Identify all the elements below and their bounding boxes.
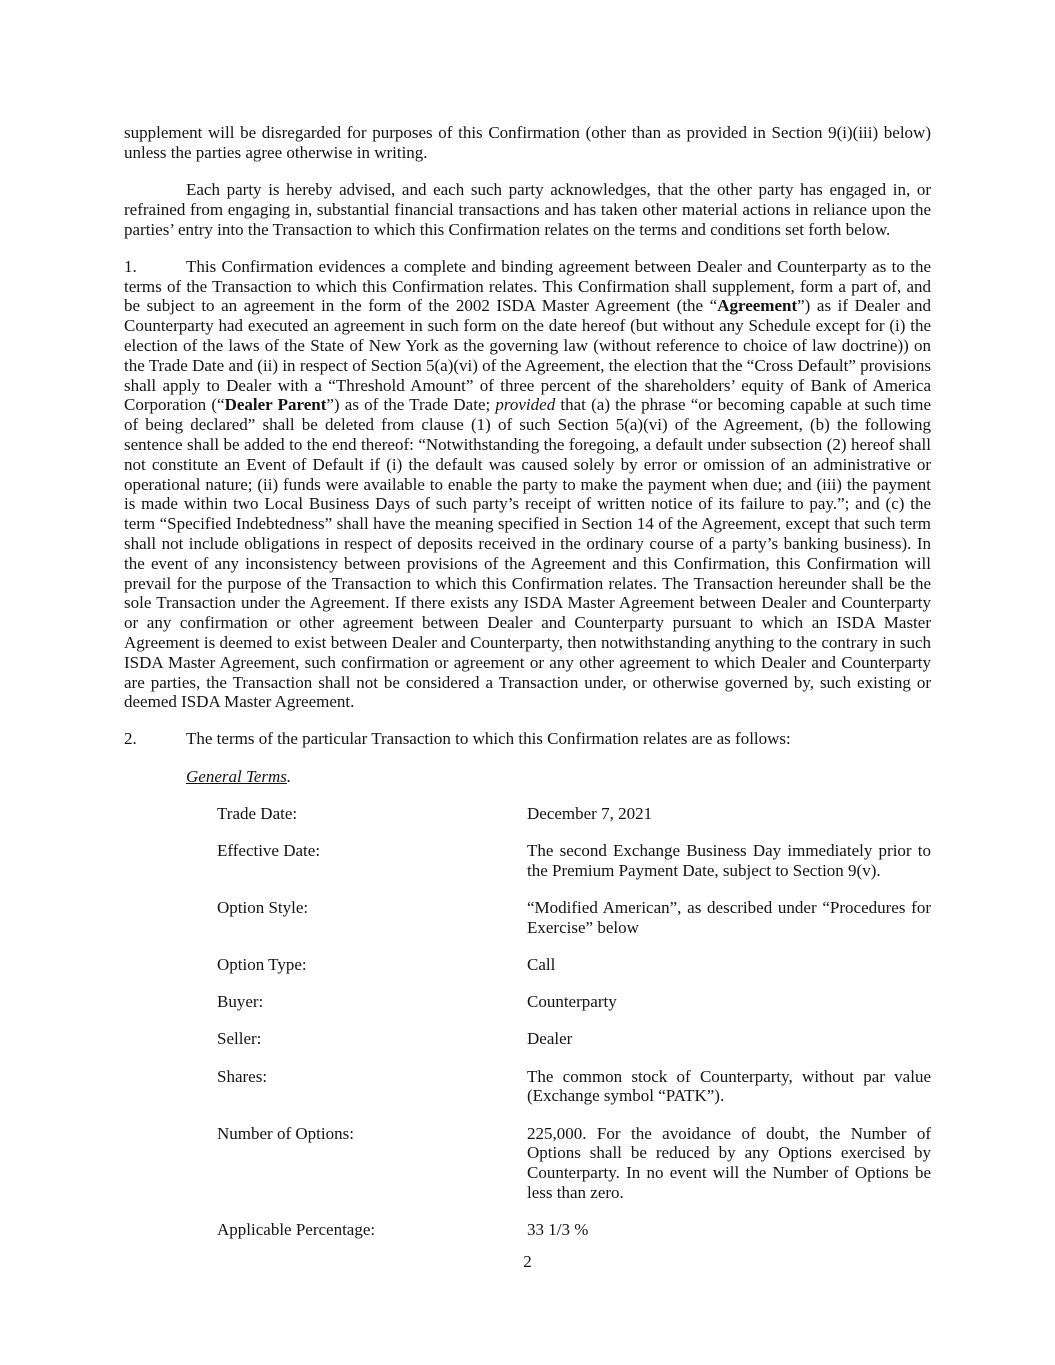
section-2-text: The terms of the particular Transaction to which this Confirmation relates are as follows: bbox=[186, 729, 791, 749]
term-label: Number of Options: bbox=[217, 1123, 354, 1143]
page-number: 2 bbox=[523, 1252, 532, 1271]
term-row-seller bbox=[217, 1029, 931, 1049]
general-terms-heading-punct: . bbox=[286, 766, 292, 786]
term-value: “Modified American”, as described under “Procedures for Exercise” below bbox=[527, 898, 931, 937]
term-label: Buyer: bbox=[217, 992, 264, 1012]
italic-term-provided: provided bbox=[495, 395, 556, 415]
term-row-option-type bbox=[217, 955, 931, 975]
term-label: Applicable Percentage: bbox=[217, 1220, 376, 1240]
term-value: Dealer bbox=[527, 1029, 573, 1049]
term-label: Effective Date: bbox=[217, 841, 321, 861]
term-value: December 7, 2021 bbox=[527, 803, 653, 823]
general-terms-heading bbox=[186, 767, 931, 787]
section-1 bbox=[124, 257, 931, 712]
term-row-option-style bbox=[217, 898, 931, 938]
term-label: Seller: bbox=[217, 1029, 262, 1049]
term-label: Trade Date: bbox=[217, 803, 298, 823]
document-page bbox=[124, 123, 931, 1257]
term-label: Shares: bbox=[217, 1066, 268, 1086]
term-label: Option Style: bbox=[217, 898, 309, 918]
term-value: 33 1/3 % bbox=[527, 1220, 589, 1240]
term-row-applicable-percentage bbox=[217, 1220, 931, 1240]
general-terms-table bbox=[124, 804, 931, 1240]
term-row-buyer bbox=[217, 992, 931, 1012]
section-1-text: ”) as if Dealer and Counterparty had executed an agreement in such form on the date hereof (but without any Schedule except for (i) the election of the laws of the State of New York as the governing law (without reference to choice of law doctrine)) on the Trade Date and (ii) in respect of Section 5(a)(vi) of the Agreement, the election that the “Cross Default” provisions shall apply to Dealer with a “Threshold Amount” of three percent of the shareholders’ equity of Bank of America Corporation (“ bbox=[124, 296, 931, 415]
term-row-trade-date bbox=[217, 804, 931, 824]
general-terms-heading-text: General Terms bbox=[186, 766, 287, 786]
reliance-paragraph: Each party is hereby advised, and each such party acknowledges, that the other party has engaged in, or refrained from engaging in, substantial financial transactions and has taken other material actions in reliance upon the parties’ entry into the Transaction to which this Confirmation relates on the terms and conditions set forth below. bbox=[124, 179, 931, 239]
term-row-number-of-options bbox=[217, 1124, 931, 1203]
term-value: Counterparty bbox=[527, 992, 617, 1012]
term-value: Call bbox=[527, 955, 556, 975]
term-label: Option Type: bbox=[217, 955, 307, 975]
term-value: The second Exchange Business Day immediately prior to the Premium Payment Date, subject to Section 9(v). bbox=[527, 841, 931, 880]
continuation-paragraph: supplement will be disregarded for purposes of this Confirmation (other than as provided in Section 9(i)(iii) below) unless the parties agree otherwise in writing. bbox=[124, 123, 931, 162]
defined-term-dealer-parent: Dealer Parent bbox=[224, 395, 327, 415]
term-value: 225,000. For the avoidance of doubt, the Number of Options shall be reduced by any Options exercised by Counterparty. In no event will the Number of Options be less than zero. bbox=[527, 1123, 931, 1202]
term-row-effective-date bbox=[217, 841, 931, 881]
section-1-text: that (a) the phrase “or becoming capable at such time of being declared” shall be deleted from clause (1) of such Section 5(a)(vi) of the Agreement, (b) the following sentence shall be added to the end thereof: “Notwithstanding the foregoing, a default under subsection (2) hereof shall not constitute an Event of Default if (i) the default was caused solely by error or omission of an administrative or operational nature; (ii) funds were available to enable the party to make the payment when due; and (iii) the payment is made within two Local Business Days of such party’s receipt of written notice of its failure to pay.”; and (c) the term “Specified Indebtedness” shall have the meaning specified in Section 14 of the Agreement, except that such term shall not include obligations in respect of deposits received in the ordinary course of a party’s banking business). In the event of any inconsistency between provisions of the Agreement and this Confirmation, this Confirmation will prevail for the purpose of the Transaction to which this Confirmation relates. The Transaction hereunder shall be the sole Transaction under the Agreement. If there exists any ISDA Master Agreement between Dealer and Counterparty or any confirmation or other agreement between Dealer and Counterparty pursuant to which an ISDA Master Agreement is deemed to exist between Dealer and Counterparty, then notwithstanding anything to the contrary in such ISDA Master Agreement, such confirmation or agreement or any other agreement to which Dealer and Counterparty are parties, the Transaction shall not be considered a Transaction under, or otherwise governed by, such existing or deemed ISDA Master Agreement. bbox=[124, 395, 931, 712]
section-number: 2. bbox=[124, 729, 137, 749]
section-number: 1. bbox=[124, 256, 137, 276]
section-2 bbox=[124, 729, 931, 749]
section-1-text: ”) as of the Trade Date; bbox=[326, 395, 496, 415]
defined-term-agreement: Agreement bbox=[717, 296, 798, 316]
term-value: The common stock of Counterparty, without par value (Exchange symbol “PATK”). bbox=[527, 1066, 931, 1106]
term-row-shares bbox=[217, 1067, 931, 1107]
section-1-text: This Confirmation evidences a complete and binding agreement between Dealer and Counterparty as to the terms of the Transaction to which this Confirmation relates. This Confirmation shall supplement, form a part of, and be subject to an agreement in the form of the 2002 ISDA Master Agreement (the “ bbox=[124, 256, 931, 316]
